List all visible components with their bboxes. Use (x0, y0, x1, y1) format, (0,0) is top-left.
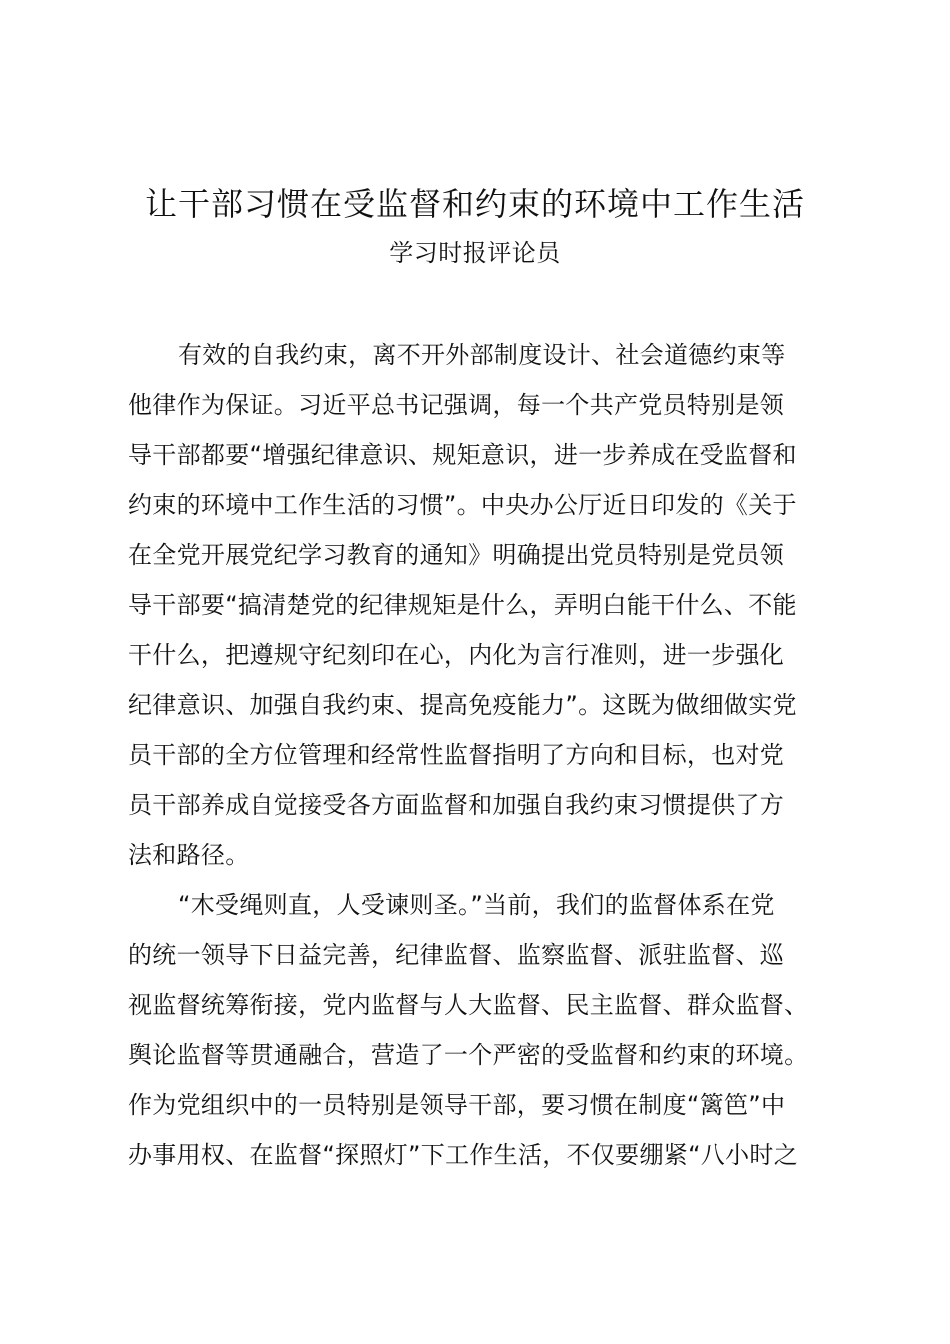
document-title: 让干部习惯在受监督和约束的环境中工作生活 (144, 185, 805, 223)
paragraph-line: 作为党组织中的一员特别是领导干部，要习惯在制度“篱笆”中 (128, 1091, 786, 1119)
paragraph-line: 舆论监督等贯通融合，营造了一个严密的受监督和约束的环境。 (128, 1041, 809, 1069)
paragraph-line: 纪律意识、加强自我约束、提高免疫能力”。这既为做细做实党 (128, 691, 797, 719)
paragraph-line: “木受绳则直，人受谏则圣。”当前，我们的监督体系在党 (178, 891, 775, 919)
paragraph-line: 办事用权、在监督“探照灯”下工作生活，不仅要绷紧“八小时之 (128, 1141, 798, 1169)
paragraph-line: 导干部要“搞清楚党的纪律规矩是什么，弄明白能干什么、不能 (128, 591, 797, 619)
document-body (128, 330, 828, 1180)
paragraph-line: 的统一领导下日益完善，纪律监督、监察监督、派驻监督、巡 (128, 941, 785, 969)
paragraph-2 (128, 880, 828, 1180)
paragraph-line: 他律作为保证。习近平总书记强调，每一个共产党员特别是领 (128, 391, 785, 419)
paragraph-line: 视监督统筹衔接，党内监督与人大监督、民主监督、群众监督、 (128, 991, 809, 1019)
paragraph-line: 在全党开展党纪学习教育的通知》明确提出党员特别是党员领 (128, 541, 785, 569)
document-byline: 学习时报评论员 (389, 239, 561, 267)
paragraph-line: 约束的环境中工作生活的习惯”。中央办公厅近日印发的《关于 (128, 491, 797, 519)
paragraph-line: 有效的自我约束，离不开外部制度设计、社会道德约束等 (178, 341, 786, 369)
paragraph-line: 干什么，把遵规守纪刻印在心，内化为言行准则，进一步强化 (128, 641, 785, 669)
paragraph-line: 法和路径。 (128, 841, 250, 869)
paragraph-line: 员干部养成自觉接受各方面监督和加强自我约束习惯提供了方 (128, 791, 785, 819)
paragraph-1 (128, 330, 828, 880)
paragraph-line: 员干部的全方位管理和经常性监督指明了方向和目标，也对党 (128, 741, 785, 769)
paragraph-line: 导干部都要“增强纪律意识、规矩意识，进一步养成在受监督和 (128, 441, 797, 469)
